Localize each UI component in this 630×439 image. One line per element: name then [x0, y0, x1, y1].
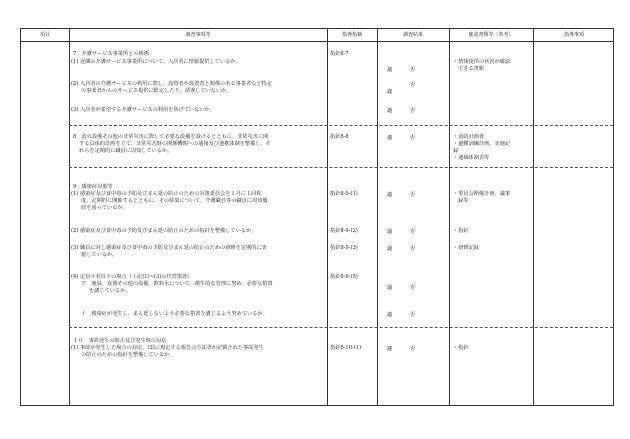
docs-item: ・指針: [453, 228, 469, 234]
docs-item: 録: [453, 148, 459, 154]
answer-yes[interactable]: 適: [387, 135, 393, 141]
column-divider: [327, 29, 328, 405]
answer-no[interactable]: 否: [410, 346, 416, 352]
header-notes: 指導事項: [563, 32, 584, 38]
answer-no[interactable]: 否: [410, 285, 416, 291]
header-guidance: 指導指摘: [341, 32, 362, 38]
section-title: 9 感染症対策等: [73, 184, 113, 190]
answer-no[interactable]: 否: [410, 192, 416, 198]
answer-no[interactable]: 否: [410, 108, 416, 114]
answer-no[interactable]: 否: [410, 67, 416, 73]
row-text: (1) 事故が発生した場合の対応、(2)に規定する報告の方法等が記載された事故発生: [71, 345, 264, 351]
guidance-ref: 指針8-9-(1): [330, 191, 358, 197]
row-text: (1) 近隣の介護サービス事業所について、入居者に情報提供しているか。: [71, 59, 241, 65]
answer-no[interactable]: 否: [410, 246, 416, 252]
answer-yes[interactable]: 適: [387, 312, 393, 318]
row-text: (2) 感染症及び食中毒の予防及びまん延の防止のための指針を整備しているか。: [71, 228, 257, 234]
guidance-ref: 指針8-7: [330, 51, 349, 57]
row-text: の事業者からのサービス提供に限定したり、誘導していないか。: [81, 88, 232, 94]
row-text: ア 施設、食器その他の設備、飲料水について、衛生的な管理に努め、必要な措置: [81, 281, 273, 287]
row-text: 施しているか。: [81, 252, 118, 258]
docs-item: ・避難訓練計画、実施記: [453, 141, 511, 147]
row-text: 度、定期的に開催するとともに、その結果について、介護職員等の職員に周知徹: [81, 198, 268, 204]
column-divider: [377, 29, 378, 405]
docs-item: ・研修記録: [453, 245, 479, 251]
answer-yes[interactable]: 適: [387, 192, 393, 198]
guidance-ref: 指針8-9-(2): [330, 228, 358, 234]
header-divider: [21, 41, 613, 42]
row-text: (2) 入居者の介護サービスの利用に際し、設置者や設置者と関係のある事業者など特定: [71, 81, 272, 87]
docs-item: できる書類: [458, 66, 484, 72]
row-text: 底を図っているか。: [81, 205, 128, 211]
answer-yes[interactable]: 適: [387, 246, 393, 252]
row-text: を講じているか。: [89, 288, 131, 294]
header-item: 項目: [39, 32, 50, 38]
row-text: (3) 職員に対し感染症及び食中毒の予防及びまん延の防止のための研修を定期的に実: [71, 245, 267, 251]
row-text: 8 消火設備その他の非常災害に際して必要な設備を設けるとともに、非常災害に関: [73, 134, 269, 140]
guidance-ref: 指針8-8: [330, 134, 349, 140]
row-text: (1) 感染症及び食中毒の予防及びまん延の防止のための対策委員会を１月に１回程: [71, 191, 262, 197]
docs-item: 録等: [458, 198, 469, 204]
answer-yes[interactable]: 適: [387, 108, 393, 114]
guidance-ref: 指針8-9-(3): [330, 245, 358, 251]
answer-yes[interactable]: 適: [387, 346, 393, 352]
answer-no[interactable]: 否: [410, 82, 416, 88]
row-text: の防止のための指針を整備しているか。: [81, 352, 175, 358]
row-text: イ 感染症が発生し、まん延しないよう必要な措置を講じるよう努めているか。: [81, 311, 268, 317]
docs-item: ・連絡体制表等: [453, 155, 490, 161]
docs-item: ・情報提供の状況が確認: [453, 59, 511, 65]
header-matters: 調査事項等: [185, 32, 211, 38]
answer-yes[interactable]: 適: [387, 89, 393, 95]
column-divider: [533, 29, 534, 405]
section-title: 7 介護サービス事業所との関係: [73, 51, 149, 57]
answer-no[interactable]: 否: [410, 229, 416, 235]
section-separator: [69, 327, 613, 328]
section-separator: [69, 125, 613, 126]
docs-item: ・指針: [453, 345, 469, 351]
row-text: (3) 入居者が希望する介護サービスの利用を妨げていないか。: [71, 107, 215, 113]
answer-yes[interactable]: 適: [387, 229, 393, 235]
inspection-table: [20, 28, 614, 406]
answer-no[interactable]: 否: [410, 312, 416, 318]
answer-no[interactable]: 否: [410, 135, 416, 141]
guidance-ref: 指針8-10-(1): [330, 345, 362, 351]
answer-yes[interactable]: 適: [387, 285, 393, 291]
docs-item: ・消防計画書: [453, 134, 485, 140]
header-docs: 確認書類等（参考）: [468, 32, 514, 38]
section-title: １０ 事故発生の防止及び発生時の対応: [73, 338, 167, 344]
guidance-ref: 指針8-9-(5): [330, 274, 358, 280]
row-text: する具体的計画を立て、非常災害時の関係機関への通報及び連携体制を整備し、そ: [79, 141, 271, 147]
docs-item: ・委員会開催計画、議事: [453, 191, 511, 197]
row-text: れらを定期的に職員に周知しているか。: [79, 148, 173, 154]
header-result: 調査結果: [402, 32, 423, 38]
row-text: (4) 定員９名以下の場合（上記(1)~(3)の代替措置）: [71, 274, 193, 280]
section-separator: [69, 167, 613, 168]
column-divider: [449, 29, 450, 405]
answer-yes[interactable]: 適: [387, 67, 393, 73]
column-divider: [69, 29, 70, 405]
